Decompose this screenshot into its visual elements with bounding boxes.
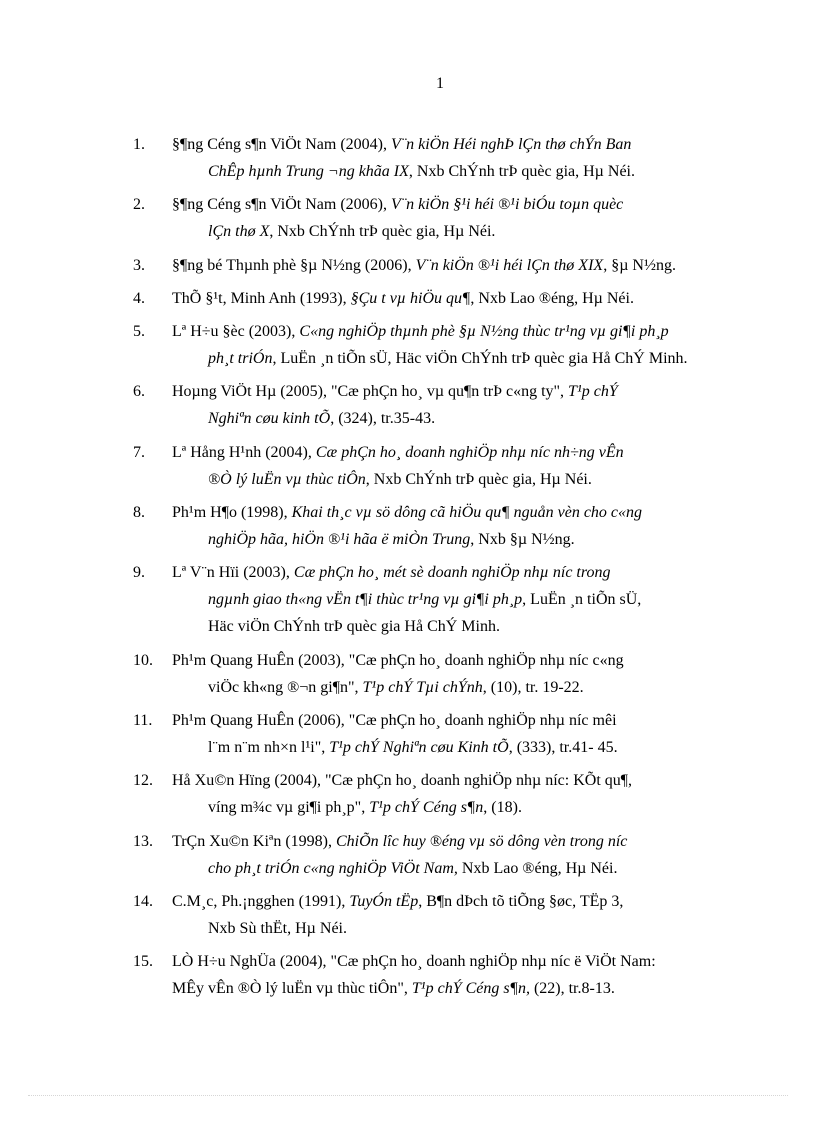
reference-number: 15. [133,953,153,971]
reference-line-1 [172,559,745,586]
reference-item [133,318,745,372]
reference-item [133,828,745,882]
reference-text-segment: víng m¾c vµ gi¶i ph¸p", [208,799,370,817]
reference-item [133,252,745,279]
reference-line-1 [172,439,745,466]
reference-italic-segment: Khai th¸c vµ sö dông cã hiÖu qu¶ nguån vèn cho c«ng [291,504,643,522]
reference-number: 5. [133,323,145,341]
reference-text-segment: Häc viÖn ChÝnh trÞ quèc gia Hå ChÝ Minh. [208,618,500,636]
reference-line-1 [172,948,745,975]
reference-text-segment: Ph¹m Quang HuÊn (2006), "Cæ phÇn ho¸ doanh nghiÖp nhµ níc mêi [172,711,617,729]
reference-text-segment: , B¶n dÞch tõ tiÕng §øc, TËp 3, [418,892,624,910]
reference-italic-segment: Cæ phÇn ho¸ mét sè doanh nghiÖp nhµ níc trong [293,564,611,582]
reference-number: 9. [133,564,145,582]
reference-italic-segment: Nghiªn cøu kinh tÕ [208,410,331,428]
reference-italic-segment: ®Ò lý luËn vµ thùc tiÔn [208,470,366,488]
reference-number: 3. [133,256,145,274]
reference-text-segment: , Nxb Lao ®éng, Hµ Néi. [470,289,634,307]
reference-text-segment: Lª H÷u §èc (2003), [172,323,300,341]
reference-text-segment: C.M¸c, Ph.¡ngghen (1991), [172,892,350,910]
reference-line-1 [172,888,745,915]
reference-line-1 [172,131,745,158]
reference-number: 6. [133,383,145,401]
reference-line-2 [172,734,745,761]
reference-text-segment: LÒ H÷u NghÜa (2004), "Cæ phÇn ho¸ doanh nghiÖp nhµ níc ë ViÖt Nam: [172,953,656,971]
reference-text-segment: , Nxb §µ N½ng. [470,531,575,549]
reference-text-segment: TrÇn Xu©n Kiªn (1998), [172,832,336,850]
reference-number: 12. [133,772,153,790]
reference-number: 10. [133,651,153,669]
reference-line-2 [172,794,745,821]
reference-number: 2. [133,196,145,214]
reference-line-2 [172,526,745,553]
reference-item [133,767,745,821]
reference-number: 7. [133,443,145,461]
reference-italic-segment: Cæ phÇn ho¸ doanh nghiÖp nhµ níc nh÷ng vÊn [315,443,624,461]
page-number: 1 [436,75,444,92]
reference-italic-segment: ngµnh giao th«ng vËn t¶i thùc tr¹ng vµ gi¶i ph¸p [208,591,523,609]
reference-line-1 [172,318,745,345]
reference-text-segment: , LuËn ¸n tiÕn sÜ, [522,591,642,609]
reference-item [133,559,745,640]
reference-italic-segment: ChiÕn lîc huy ®éng vµ sö dông vèn trong níc [336,832,628,850]
reference-item [133,439,745,493]
reference-text-segment: , LuËn ¸n tiÕn sÜ, Häc viÖn ChÝnh trÞ quèc gia Hå ChÝ Minh. [272,350,688,368]
reference-number: 8. [133,504,145,522]
reference-italic-segment: T¹p chÝ Céng s¶n, [411,980,530,998]
reference-line-2 [172,218,745,245]
reference-italic-segment: V¨n kiÖn ®¹i héi lÇn thø XIX [415,256,604,274]
reference-number: 14. [133,892,153,910]
reference-line-2 [172,855,745,882]
reference-italic-segment: V¨n kiÖn §¹i héi ®¹i biÓu toµn quèc [391,196,624,214]
reference-text-segment: , Nxb ChÝnh trÞ quèc gia, Hµ Néi. [408,163,635,180]
reference-line-1 [172,707,745,734]
reference-text-segment: Ph¹m H¶o (1998), [172,504,292,522]
reference-number: 11. [133,711,153,729]
reference-italic-segment: nghiÖp hãa, hiÖn ®¹i hãa ë miÒn Trung [208,531,471,549]
reference-line-2 [172,975,745,1002]
reference-italic-segment: §Çu t vµ hiÖu qu¶ [350,289,471,307]
reference-italic-segment: lÇn thø X [208,223,270,241]
reference-item [133,378,745,432]
reference-text-segment: ThÕ §¹t, Minh Anh (1993), [172,289,351,307]
reference-line-2 [172,405,745,432]
reference-italic-segment: T¹p chÝ Tµi chÝnh [362,678,483,696]
reference-line-1 [172,647,745,674]
reference-number: 1. [133,136,145,153]
reference-text-segment: §¶ng bé Thµnh phè §µ N½ng (2006), [172,256,416,274]
reference-item [133,285,745,312]
reference-line-2 [172,466,745,493]
reference-item [133,948,745,1002]
reference-text-segment: Lª V¨n Hïi (2003), [172,564,294,582]
reference-text-segment: viÖc kh«ng ®¬n gi¶n", [208,678,363,696]
reference-text-segment: , Nxb ChÝnh trÞ quèc gia, Hµ Néi. [365,470,592,488]
reference-item [133,191,745,245]
reference-text-segment: , Nxb ChÝnh trÞ quèc gia, Hµ Néi. [269,223,496,241]
reference-number: 4. [133,289,145,307]
reference-text-segment: , §µ N½ng. [603,256,676,274]
reference-text-segment: Nxb Sù thËt, Hµ Néi. [208,919,347,937]
reference-line-2 [172,345,745,372]
reference-italic-segment: T¹p chÝ Nghiªn cøu Kinh tÕ [329,738,509,756]
reference-italic-segment: T¹p chÝ [568,383,618,401]
reference-text-segment: , (18). [483,799,522,817]
reference-italic-segment: TuyÓn tËp [349,892,419,910]
reference-line-2 [172,915,745,942]
reference-text-segment: , (324), tr.35-43. [330,410,436,428]
reference-italic-segment: ph¸t triÓn [208,350,273,368]
reference-line-3 [172,613,745,640]
reference-item [133,131,745,185]
reference-text-segment: §¶ng Céng s¶n ViÖt Nam (2006), [172,196,392,214]
reference-text-segment: §¶ng Céng s¶n ViÖt Nam (2004), [172,136,392,153]
reference-italic-segment: V¨n kiÖn Héi nghÞ lÇn thø chÝn Ban [391,136,632,153]
reference-line-1 [172,828,745,855]
reference-text-segment: , (333), tr.41- 45. [508,738,618,756]
reference-item [133,499,745,553]
reference-italic-segment: cho ph¸t triÓn c«ng nghiÖp ViÖt Nam, [208,859,458,877]
reference-list [133,131,745,1008]
reference-italic-segment: T¹p chÝ Céng s¶n [369,799,484,817]
reference-line-1 [172,191,745,218]
reference-text-segment: (22), tr.8-13. [529,980,615,998]
reference-text-segment: MÊy vÊn ®Ò lý luËn vµ thùc tiÔn", [172,980,412,998]
reference-line-2 [172,674,745,701]
reference-line-2 [172,586,745,613]
reference-italic-segment: ChÊp hµnh Trung ¬ng khãa IX [208,163,409,180]
reference-text-segment: Nxb Lao ®éng, Hµ Néi. [457,859,618,877]
page-bottom-divider [28,1095,788,1096]
reference-text-segment: Hå Xu©n Hïng (2004), "Cæ phÇn ho¸ doanh nghiÖp nhµ níc: KÕt qu¶, [172,772,633,790]
reference-number: 13. [133,832,153,850]
reference-italic-segment: C«ng nghiÖp thµnh phè §µ N½ng thùc tr¹ng vµ gi¶i ph¸p [299,323,669,341]
reference-line-1 [172,285,745,312]
reference-text-segment: Lª Hång H¹nh (2004), [172,443,316,461]
reference-line-1 [172,499,745,526]
reference-text-segment: l¨m n¨m nh×n l¹i", [208,738,330,756]
reference-text-segment: Ph¹m Quang HuÊn (2003), "Cæ phÇn ho¸ doanh nghiÖp nhµ níc c«ng [172,651,624,669]
reference-item [133,888,745,942]
reference-line-1 [172,378,745,405]
reference-text-segment: , (10), tr. 19-22. [482,678,584,696]
reference-text-segment: Hoµng ViÖt Hµ (2005), "Cæ phÇn ho¸ vµ qu¶n trÞ c«ng ty", [172,383,569,401]
reference-item [133,647,745,701]
reference-line-1 [172,252,745,279]
reference-line-2 [172,158,745,185]
reference-item [133,707,745,761]
reference-line-1 [172,767,745,794]
